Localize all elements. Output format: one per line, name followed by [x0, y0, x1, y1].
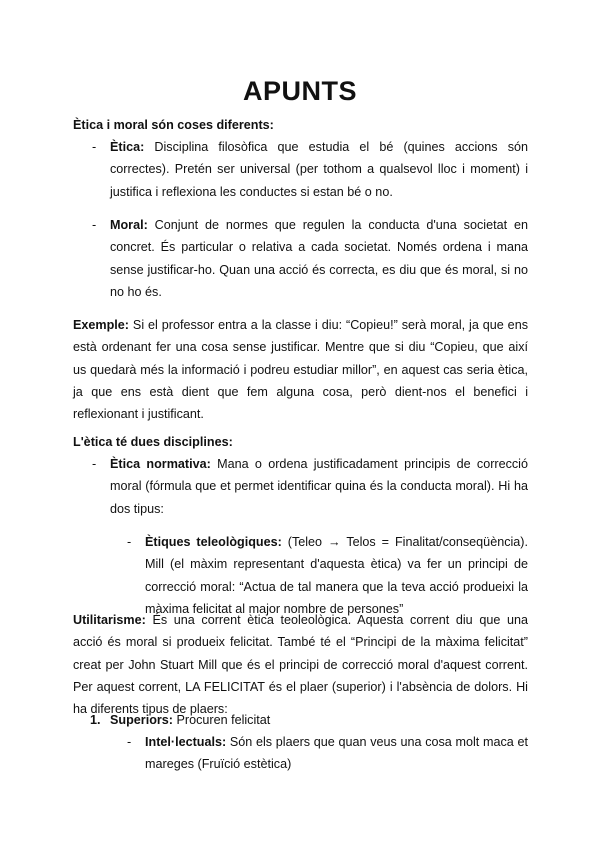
list-item-intellectuals-text: Són els plaers que quan veus una cosa molt maca et mareges (Fruïció estètica) [145, 735, 528, 772]
term-etica: Ètica: [110, 140, 145, 154]
list-number: 1. [90, 713, 101, 727]
term-moral: Moral: [110, 218, 148, 232]
definition-moral [110, 214, 528, 303]
list-item-superiors-text: Procuren felicitat [172, 713, 271, 727]
utilitarisme-text: És una corrent ètica teoleològica. Aquesta corrent diu que una acció és moral si produeix felicitat. També té el “Principi de la màxima felicitat” creat per John Stuart Mill que és el principi de correcció moral d'aquest corrent. Per aquest corrent, LA FELICITAT és el plaer (superior) i l'absència de dolors. Hi ha diferents tipus de plaers: [73, 613, 528, 717]
list-item-intellectuals [145, 731, 528, 776]
example-paragraph [73, 314, 528, 425]
bullet-dash: - [127, 735, 132, 749]
definition-etica [110, 136, 528, 203]
definition-etiques-teleologiques-text: (Teleo → Telos = Finalitat/conseqüència). Mill (el màxim representant d'aquesta ètica) va fer un principi de correcció moral: “Actua de tal manera que la teva acció produeixi la màxima felicitat al major nombre de persones” [145, 535, 528, 616]
definition-etica-normativa [110, 453, 528, 520]
definition-etica-normativa-text: Mana o ordena justificadament principis de correcció moral (fórmula que et permet identificar quina és la conducta moral). Hi ha dos tipus: [110, 457, 528, 516]
section-heading-disciplines: L'ètica té dues disciplines: [73, 435, 233, 449]
term-exemple: Exemple: [73, 318, 129, 332]
definition-etica-text: Disciplina filosòfica que estudia el bé (quines accions són correctes). Pretén ser universal (per tothom a qualsevol lloc i moment) i justifica i reflexiona les conductes si estan bé o no. [110, 140, 528, 199]
section-heading-etica-moral: Ètica i moral són coses diferents: [73, 118, 274, 132]
bullet-dash: - [92, 457, 97, 471]
term-intellectuals: Intel·lectuals: [145, 735, 227, 749]
bullet-dash: - [92, 218, 97, 232]
term-utilitarisme: Utilitarisme: [73, 613, 146, 627]
utilitarisme-paragraph [73, 609, 528, 720]
example-text: Si el professor entra a la classe i diu: “Copieu!” serà moral, ja que ens està ordenant fer una cosa sense justificar. Mentre que si diu “Copieu, que així us quedarà més la informació i podreu estudiar millor”, en aquest cas seria ètica, ja que ens està dient que fem alguna cosa, però dient-nos el benefici i reflexionant i justificant. [73, 318, 528, 422]
page-title: APUNTS [242, 76, 357, 106]
list-item-superiors [110, 709, 528, 731]
bullet-dash: - [92, 140, 97, 154]
term-superiors: Superiors: [110, 713, 173, 727]
term-etiques-teleologiques: Ètiques teleològiques: [145, 535, 282, 549]
bullet-dash: - [127, 535, 132, 549]
definition-etiques-teleologiques [145, 531, 528, 620]
definition-moral-text: Conjunt de normes que regulen la conducta d'una societat en concret. És particular o relativa a cada societat. Només ordena i mana sense justificar-ho. Quan una acció és correcta, es diu que és moral, si no no ho és. [110, 218, 528, 299]
term-etica-normativa: Ètica normativa: [110, 457, 211, 471]
